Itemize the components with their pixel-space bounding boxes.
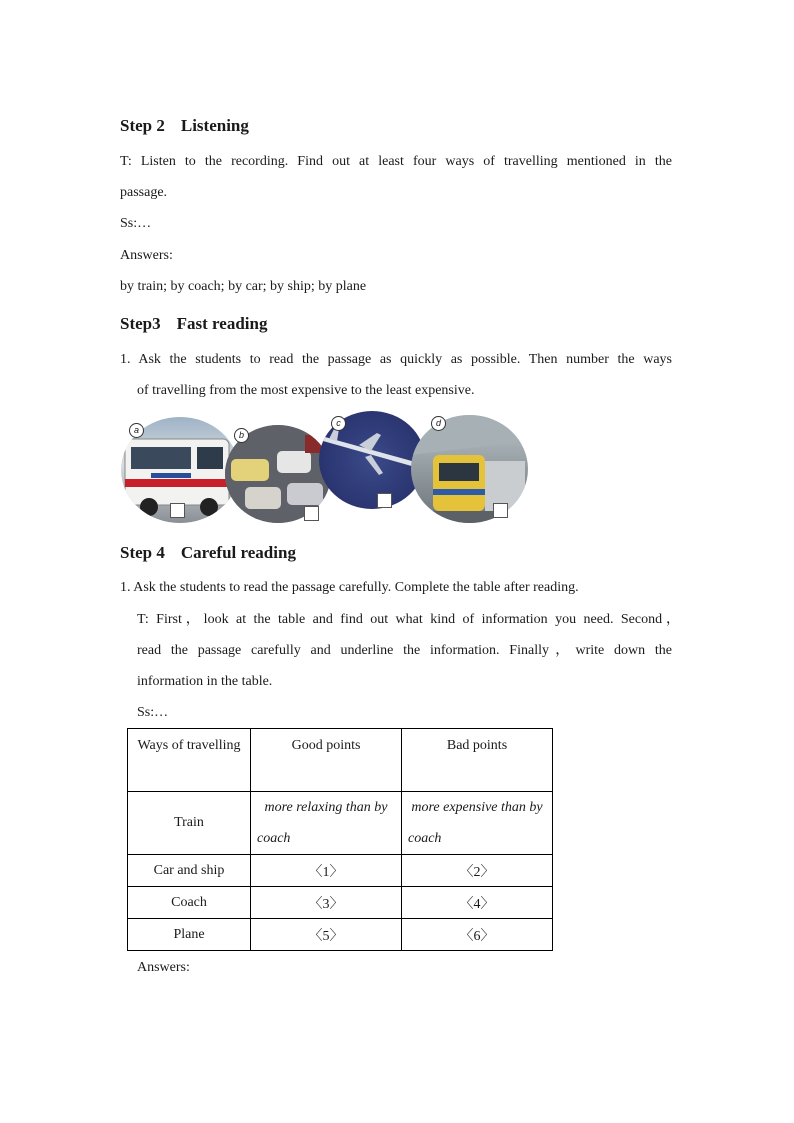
table-row	[128, 792, 553, 855]
photo-tag-c: c	[331, 416, 346, 431]
photo-tag-a: a	[129, 423, 144, 438]
row-bad: 〈6〉	[402, 919, 553, 951]
step2-line2: passage.	[120, 185, 168, 200]
transport-photo-strip	[121, 411, 528, 523]
row-bad: 〈4〉	[402, 887, 553, 919]
photo-tag-b: b	[234, 428, 249, 443]
row-way: Train	[128, 792, 251, 855]
step4-heading	[120, 543, 296, 563]
header-ways: Ways of travelling	[128, 729, 251, 792]
row-way: Car and ship	[128, 855, 251, 887]
step4-ss: Ss:…	[137, 705, 169, 720]
row-bad: 〈2〉	[402, 855, 553, 887]
step2-heading	[120, 116, 249, 136]
row-good: 〈5〉	[251, 919, 402, 951]
step4-line2: T: First，look at the table and find out what kind of information you need. Second，	[137, 612, 680, 627]
row-way: Plane	[128, 919, 251, 951]
table-header-row	[128, 729, 553, 792]
step3-number: Step3	[120, 314, 161, 333]
step3-title: Fast reading	[176, 314, 268, 333]
step3-line1: 1. Ask the students to read the passage as quickly as possible. Then number the ways	[120, 352, 672, 367]
travel-points-table	[127, 728, 553, 951]
row-good: 〈3〉	[251, 887, 402, 919]
train-photo	[411, 415, 528, 523]
step2-number: Step 2	[120, 116, 165, 135]
step4-number: Step 4	[120, 543, 165, 562]
step2-answers-label: Answers:	[120, 248, 173, 263]
table-row	[128, 855, 553, 887]
step2-answers-text: by train; by coach; by car; by ship; by plane	[120, 279, 367, 294]
answer-box-c[interactable]	[377, 493, 392, 508]
answer-box-b[interactable]	[304, 506, 319, 521]
photo-tag-d: d	[431, 416, 446, 431]
row-good: more relaxing than by coach	[251, 792, 402, 855]
table-row	[128, 919, 553, 951]
header-good: Good points	[251, 729, 402, 792]
row-good: 〈1〉	[251, 855, 402, 887]
row-bad: more expensive than by coach	[402, 792, 553, 855]
table-row	[128, 887, 553, 919]
header-bad: Bad points	[402, 729, 553, 792]
step2-ss: Ss:…	[120, 216, 152, 231]
step3-heading	[120, 314, 267, 334]
step3-line2: of travelling from the most expensive to the least expensive.	[137, 383, 475, 398]
step4-title: Careful reading	[180, 543, 296, 562]
step4-answers-label: Answers:	[137, 960, 190, 975]
step4-line4: information in the table.	[137, 674, 273, 689]
step2-title: Listening	[180, 116, 249, 135]
step2-line1: T: Listen to the recording. Find out at least four ways of travelling mentioned in the	[120, 154, 672, 169]
step4-line1: 1. Ask the students to read the passage carefully. Complete the table after reading.	[120, 580, 579, 595]
answer-box-a[interactable]	[170, 503, 185, 518]
answer-box-d[interactable]	[493, 503, 508, 518]
step4-line3: read the passage carefully and underline the information. Finally，write down the	[137, 643, 672, 658]
row-way: Coach	[128, 887, 251, 919]
